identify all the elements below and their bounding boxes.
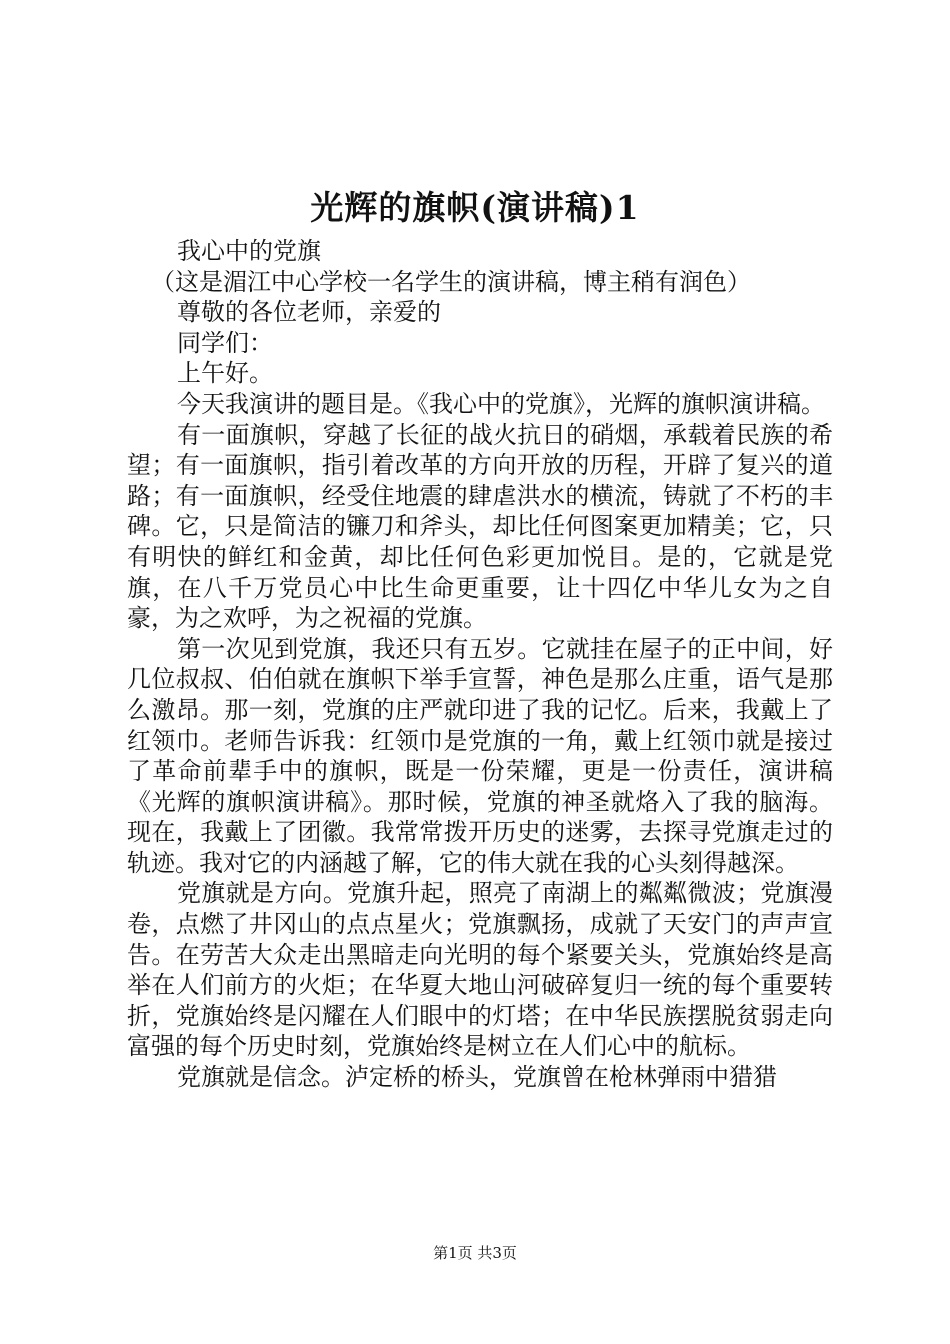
- paragraph: 我心中的党旗: [177, 237, 321, 265]
- paragraph: 上午好。: [177, 359, 273, 388]
- document-title: 光辉的旗帜(演讲稿)1: [310, 188, 640, 227]
- paragraph: 第一次见到党旗，我还只有五岁。它就挂在屋子的正中间，好几位叔叔、伯伯就在旗帜下举手宣誓，神色是那么庄重，语气是那么激昂。那一刻，党旗的庄严就印进了我的记忆。后来，我戴上了红领巾。老师告诉我：红领巾是党旗的一角，戴上红领巾就是接过了革命前辈手中的旗帜，既是一份荣耀，更是一份责任，演讲稿《光辉的旗帜演讲稿》。那时候，党旗的神圣就烙入了我的脑海。现在，我戴上了团徽。我常常拨开历史的迷雾，去探寻党旗走过的轨迹。我对它的内涵越了解，它的伟大就在我的心头刻得越深。: [127, 634, 833, 877]
- paragraph: 党旗就是方向。党旗升起，照亮了南湖上的粼粼微波；党旗漫卷，点燃了井冈山的点点星火；党旗飘扬，成就了天安门的声声宣告。在劳苦大众走出黑暗走向光明的每个紧要关头，党旗始终是高举在人们前方的火炬；在华夏大地山河破碎复归一统的每个重要转折，党旗始终是闪耀在人们眼中的灯塔；在中华民族摆脱贫弱走向富强的每个历史时刻，党旗始终是树立在人们心中的航标。: [127, 879, 833, 1061]
- paragraph: 有一面旗帜，穿越了长征的战火抗日的硝烟，承载着民族的希望；有一面旗帜，指引着改革的方向开放的历程，开辟了复兴的道路；有一面旗帜，经受住地震的肆虐洪水的横流，铸就了不朽的丰碑。它，只是简洁的镰刀和斧头，却比任何图案更加精美；它，只有明快的鲜红和金黄，却比任何色彩更加悦目。是的，它就是党旗，在八千万党员心中比生命更重要，让十四亿中华儿女为之自豪，为之欢呼，为之祝福的党旗。: [127, 420, 833, 633]
- paragraph: 同学们：: [177, 328, 273, 357]
- paragraph: 尊敬的各位老师，亲爱的: [177, 298, 441, 327]
- paragraph: （这是湄江中心学校一名学生的演讲稿，博主稍有润色）: [151, 267, 751, 296]
- paragraph: 今天我演讲的题目是。《我心中的党旗》，光辉的旗帜演讲稿。: [177, 389, 825, 418]
- paragraph: 党旗就是信念。泸定桥的桥头，党旗曾在枪林弹雨中猎猎: [177, 1063, 777, 1092]
- page-number: 第1页 共3页: [433, 1244, 517, 1262]
- document-body: [127, 236, 833, 1093]
